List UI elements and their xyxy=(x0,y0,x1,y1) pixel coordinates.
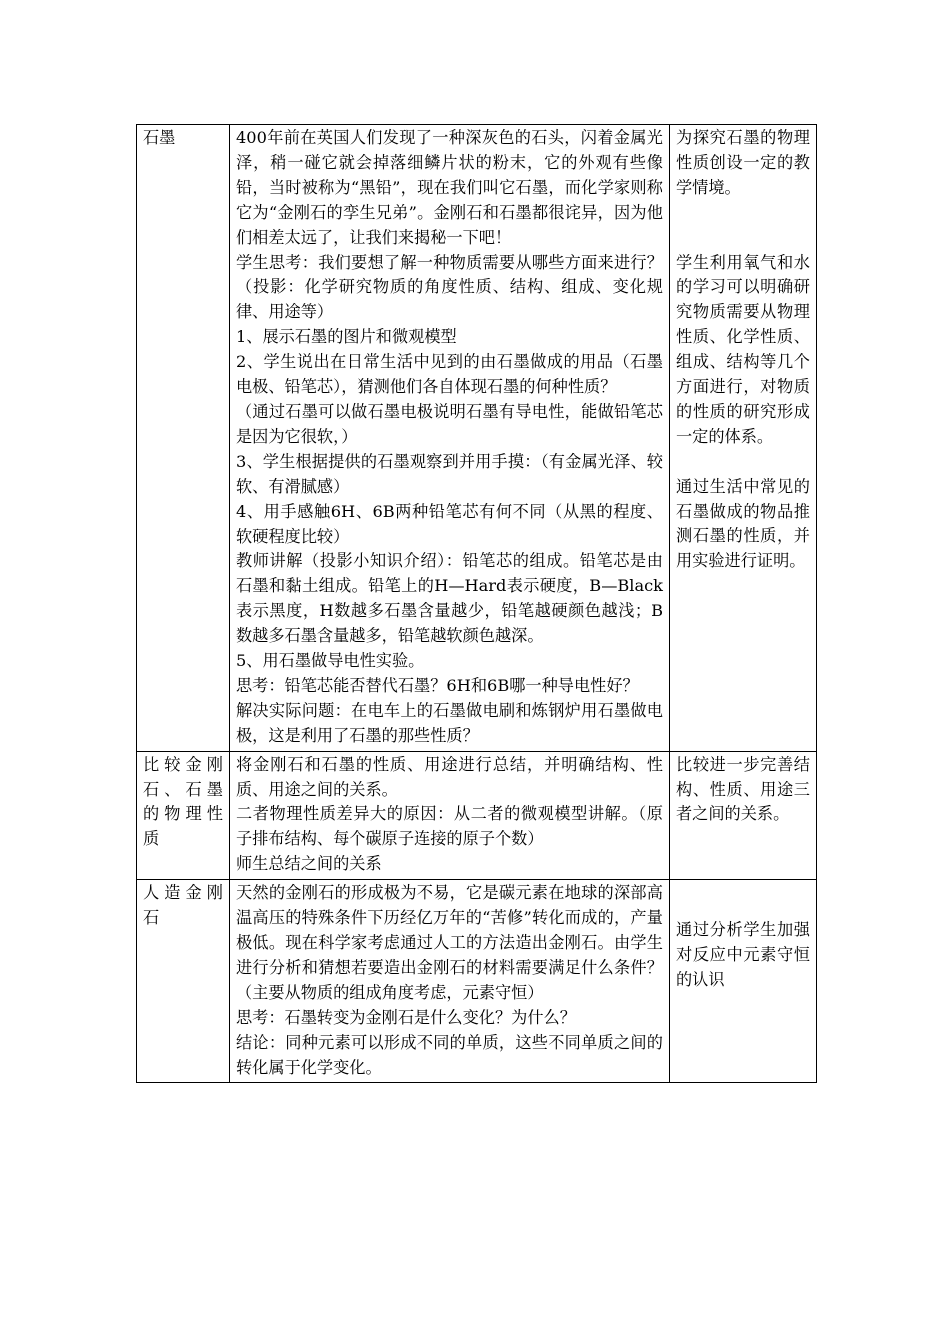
content-cell xyxy=(230,751,670,880)
note-paragraph: 学生利用氧气和水的学习可以明确研究物质需要从物理性质、化学性质、组成、结构等几个方面进行，对物质的性质的研究形成一定的体系。 xyxy=(676,252,810,446)
topic-cell xyxy=(137,880,230,1083)
content-paragraph: （通过石墨可以做石墨电极说明石墨有导电性，能做铅笔芯是因为它很软，） xyxy=(236,401,663,446)
content-paragraph: 3、学生根据提供的石墨观察到并用手摸：（有金属光泽、较软、有滑腻感） xyxy=(236,451,663,496)
topic-label: 人造金刚石 xyxy=(143,883,223,928)
content-paragraph: 解决实际问题：在电车上的石墨做电刷和炼钢炉用石墨做电极，这是利用了石墨的那些性质？ xyxy=(236,700,663,745)
content-paragraph: 1、展示石墨的图片和微观模型 xyxy=(236,327,457,347)
note-paragraph: 通过分析学生加强对反应中元素守恒的认识 xyxy=(676,920,810,989)
content-paragraph: 二者物理性质差异大的原因：从二者的微观模型讲解。（原子排布结构、每个碳原子连接的原子个数） xyxy=(236,804,663,849)
notes-cell xyxy=(670,880,817,1083)
content-paragraph: 4、用手感触6H、6B两种铅笔芯有何不同（从黑的程度、软硬程度比较） xyxy=(236,501,663,546)
content-paragraph: 400年前在英国人们发现了一种深灰色的石头，闪着金属光泽，稍一碰它就会掉落细鳞片状的粉末，它的外观有些像铅，当时被称为“黑铅”，现在我们叫它石墨，而化学家则称它为“金刚石的孪生兄弟”。金刚石和石墨都很诧异，因为他们相差太远了，让我们来揭秘一下吧！ xyxy=(236,128,663,247)
notes-cell xyxy=(670,751,817,880)
note-paragraph: 为探究石墨的物理性质创设一定的教学情境。 xyxy=(676,128,810,197)
topic-label: 比较金刚石、石墨的物理性质 xyxy=(143,754,223,849)
topic-cell xyxy=(137,751,230,880)
content-paragraph: 学生思考：我们要想了解一种物质需要从哪些方面来进行？（投影：化学研究物质的角度性质、结构、组成、变化规律、用途等） xyxy=(236,252,663,322)
note-paragraph: 比较进一步完善结构、性质、用途三者之间的关系。 xyxy=(676,754,810,824)
content-paragraph: 师生总结之间的关系 xyxy=(236,854,382,874)
content-paragraph: 思考：铅笔芯能否替代石墨？6H和6B哪一种导电性好？ xyxy=(236,675,639,695)
content-paragraph: 5、用石墨做导电性实验。 xyxy=(236,651,425,671)
topic-cell xyxy=(137,125,230,752)
content-paragraph: 教师讲解（投影小知识介绍）：铅笔芯的组成。铅笔芯是由石墨和黏土组成。铅笔上的H—Hard表示硬度，B—Black表示黑度，H数越多石墨含量越少，铅笔越硬颜色越浅；B数越多石墨含量越多，铅笔越软颜色越深。 xyxy=(236,551,663,646)
topic-label: 石墨 xyxy=(143,128,176,147)
content-paragraph: 天然的金刚石的形成极为不易，它是碳元素在地球的深部高温高压的特殊条件下历经亿万年的“苦修”转化而成的，产量极低。现在科学家考虑通过人工的方法造出金刚石。由学生进行分析和猜想若要造出金刚石的材料需要满足什么条件？（主要从物质的组成角度考虑，元素守恒） xyxy=(236,883,663,1002)
notes-cell xyxy=(670,125,817,752)
table-row xyxy=(137,125,817,752)
note-paragraph: 通过生活中常见的石墨做成的物品推测石墨的性质，并用实验进行证明。 xyxy=(676,476,810,571)
lesson-plan-table xyxy=(136,124,817,1083)
content-paragraph: 将金刚石和石墨的性质、用途进行总结，并明确结构、性质、用途之间的关系。 xyxy=(236,754,663,799)
content-paragraph: 2、学生说出在日常生活中见到的由石墨做成的用品（石墨电极、铅笔芯），猜测他们各自体现石墨的何种性质？ xyxy=(236,352,663,397)
content-cell xyxy=(230,880,670,1083)
content-paragraph: 结论：同种元素可以形成不同的单质，这些不同单质之间的转化属于化学变化。 xyxy=(236,1032,663,1077)
content-cell xyxy=(230,125,670,752)
table-row xyxy=(137,880,817,1083)
table-row xyxy=(137,751,817,880)
content-paragraph: 思考：石墨转变为金刚石是什么变化？为什么？ xyxy=(236,1007,576,1027)
